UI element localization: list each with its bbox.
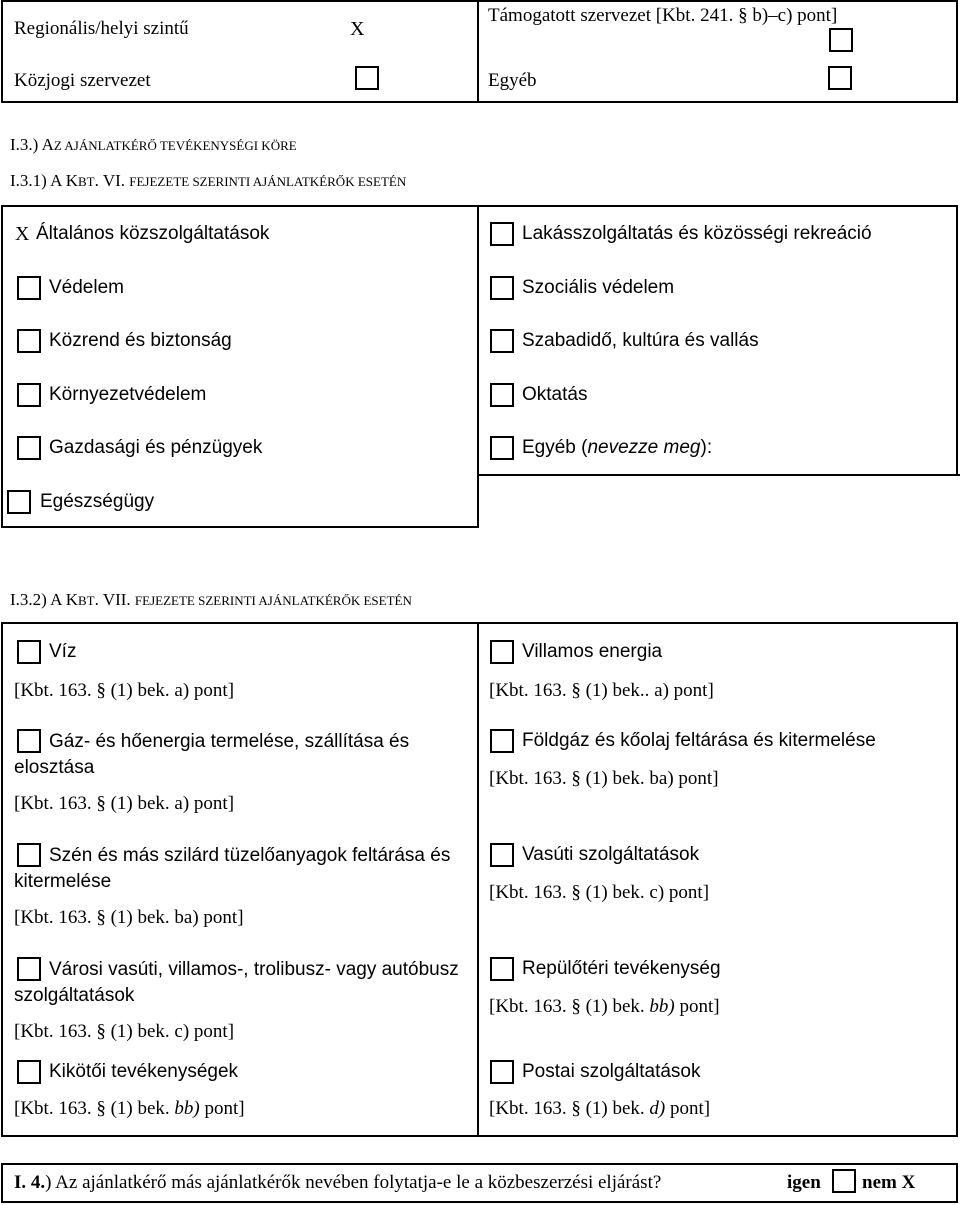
postal-ref-post: pont] — [665, 1098, 711, 1119]
section-i32-prefix: I.3.2) A K — [10, 590, 78, 609]
electricity-ref: [Kbt. 163. § (1) bek.. a) pont] — [489, 680, 714, 701]
housing-label: Lakásszolgáltatás és közösségi rekreáció — [522, 223, 872, 244]
port-checkbox[interactable] — [17, 1060, 41, 1084]
health-checkbox[interactable] — [7, 490, 31, 514]
postal-ref-italic: d) — [649, 1098, 666, 1119]
housing-checkbox[interactable] — [490, 222, 514, 246]
section-i32-title: FEJEZETE SZERINTI AJÁNLATKÉRŐK ESETÉN — [134, 593, 412, 608]
postal-ref — [489, 1097, 710, 1121]
water-ref: [Kbt. 163. § (1) bek. a) pont] — [14, 680, 235, 701]
section-i3-heading — [10, 134, 297, 157]
section-i31-title: FEJEZETE SZERINTI AJÁNLATKÉRŐK ESETÉN — [129, 174, 407, 189]
public-body-checkbox[interactable] — [355, 66, 379, 90]
economic-financial-checkbox[interactable] — [17, 436, 41, 460]
i4-yes-checkbox[interactable] — [832, 1169, 856, 1193]
other-activity-checkbox[interactable] — [490, 436, 514, 460]
section-i31-kbt: BT — [78, 174, 95, 189]
i31-right-bottom-mask — [479, 476, 960, 530]
section-i31-chapter: . VI. — [94, 171, 130, 190]
economic-financial-label: Gazdasági és pénzügyek — [49, 437, 263, 458]
railway-ref: [Kbt. 163. § (1) bek. c) pont] — [489, 882, 710, 903]
defense-checkbox[interactable] — [17, 276, 41, 300]
port-ref — [14, 1097, 245, 1121]
i32-divider — [477, 622, 479, 1137]
public-order-label: Közrend és biztonság — [49, 330, 232, 351]
airport-ref-pre: [Kbt. 163. § (1) bek. — [489, 996, 650, 1017]
airport-checkbox[interactable] — [490, 957, 514, 981]
education-checkbox[interactable] — [490, 383, 514, 407]
public-order-checkbox[interactable] — [17, 329, 41, 353]
i4-question-text: ) Az ajánlatkérő más ajánlatkérők nevében folytatja-e le a közbeszerzési eljárást? — [45, 1172, 662, 1193]
section-i3-title: Z AJÁNLATKÉRŐ TEVÉKENYSÉGI KÖRE — [53, 138, 297, 153]
section-i32-heading — [10, 589, 412, 612]
airport-label: Repülőtéri tevékenység — [522, 958, 721, 979]
section-i3-prefix: I.3.) A — [10, 135, 54, 154]
i4-no-label: nem X — [862, 1172, 916, 1193]
i4-question — [14, 1171, 661, 1195]
postal-label: Postai szolgáltatások — [522, 1061, 701, 1082]
section-i31-heading — [10, 170, 406, 193]
gas-heat-label: Gáz- és hőenergia termelése, szállítása és elosztása — [14, 731, 410, 778]
top-table-divider — [477, 0, 479, 103]
coal-ref: [Kbt. 163. § (1) bek. ba) pont] — [14, 907, 244, 928]
water-label: Víz — [49, 641, 77, 662]
environment-checkbox[interactable] — [17, 383, 41, 407]
i4-prefix: I. 4. — [14, 1172, 46, 1193]
education-label: Oktatás — [522, 384, 588, 405]
other-activity-label — [522, 436, 712, 460]
general-services-label: Általános közszolgáltatások — [36, 223, 270, 244]
airport-ref-italic: bb) — [649, 996, 675, 1017]
defense-label: Védelem — [49, 277, 124, 298]
regional-local-mark: X — [350, 18, 365, 40]
other-label: Egyéb — [488, 70, 537, 91]
urban-transport-ref: [Kbt. 163. § (1) bek. c) pont] — [14, 1021, 235, 1042]
other-activity-after: ): — [700, 437, 713, 458]
postal-ref-pre: [Kbt. 163. § (1) bek. — [489, 1098, 650, 1119]
postal-checkbox[interactable] — [490, 1060, 514, 1084]
section-i31-prefix: I.3.1) A K — [10, 171, 78, 190]
oil-gas-checkbox[interactable] — [490, 729, 514, 753]
general-services-mark: X — [15, 223, 30, 245]
port-ref-post: pont] — [199, 1098, 245, 1119]
port-ref-italic: bb) — [174, 1098, 200, 1119]
leisure-checkbox[interactable] — [490, 329, 514, 353]
regional-local-label: Regionális/helyi szintű — [14, 18, 189, 39]
gas-heat-ref: [Kbt. 163. § (1) bek. a) pont] — [14, 793, 235, 814]
i31-right-bottom — [477, 474, 960, 476]
environment-label: Környezetvédelem — [49, 384, 207, 405]
i31-bottom-left — [1, 526, 479, 528]
section-i32-kbt: BT — [78, 593, 95, 608]
supported-org-checkbox[interactable] — [829, 28, 853, 52]
supported-org-label: Támogatott szervezet [Kbt. 241. § b)–c) pont] — [488, 5, 838, 26]
railway-checkbox[interactable] — [490, 843, 514, 867]
electricity-label: Villamos energia — [522, 641, 663, 662]
other-activity-text: Egyéb ( — [522, 437, 588, 458]
leisure-label: Szabadidő, kultúra és vallás — [522, 330, 759, 351]
section-i32-chapter: . VII. — [94, 590, 135, 609]
other-checkbox[interactable] — [828, 66, 852, 90]
other-activity-italic: nevezze meg — [587, 437, 701, 458]
i4-yes-label: igen — [787, 1172, 821, 1193]
airport-ref-post: pont] — [674, 996, 720, 1017]
railway-label: Vasúti szolgáltatások — [522, 844, 700, 865]
oil-gas-ref: [Kbt. 163. § (1) bek. ba) pont] — [489, 768, 719, 789]
social-protection-label: Szociális védelem — [522, 277, 675, 298]
coal-label: Szén és más szilárd tüzelőanyagok feltárása és kitermelése — [14, 845, 451, 892]
electricity-checkbox[interactable] — [490, 640, 514, 664]
port-ref-pre: [Kbt. 163. § (1) bek. — [14, 1098, 175, 1119]
social-protection-checkbox[interactable] — [490, 276, 514, 300]
health-label: Egészségügy — [40, 491, 155, 512]
port-label: Kikötői tevékenységek — [49, 1061, 239, 1082]
oil-gas-label: Földgáz és kőolaj feltárása és kitermelése — [522, 730, 876, 751]
public-body-label: Közjogi szervezet — [14, 70, 151, 91]
water-checkbox[interactable] — [17, 640, 41, 664]
urban-transport-label: Városi vasúti, villamos-, trolibusz- vagy autóbusz szolgáltatások — [14, 959, 459, 1006]
airport-ref — [489, 995, 720, 1019]
